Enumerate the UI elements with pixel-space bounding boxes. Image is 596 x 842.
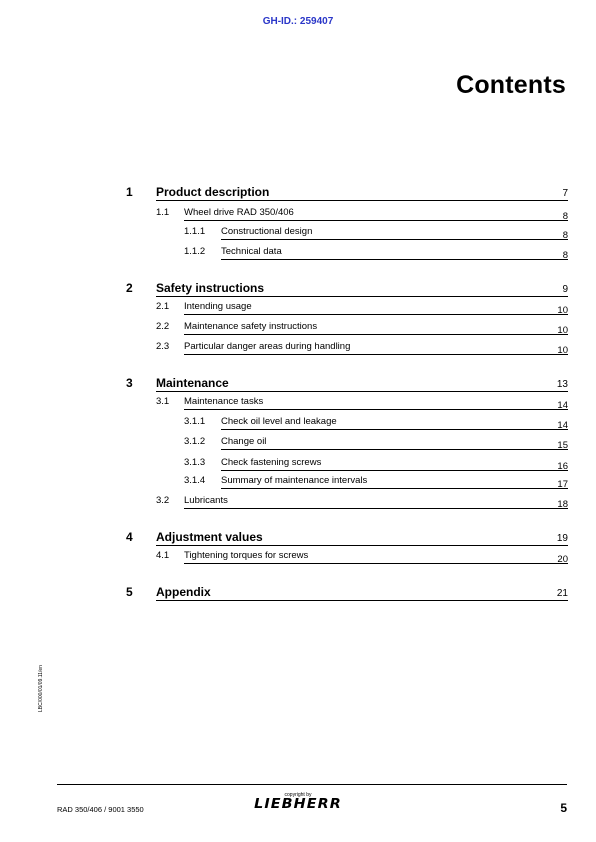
toc-entry-title: Appendix — [156, 585, 211, 599]
toc-entry-title: Particular danger areas during handling — [184, 341, 351, 352]
toc-entry[interactable] — [0, 457, 596, 475]
toc-entry-page: 20 — [557, 554, 568, 565]
toc-entry[interactable] — [0, 207, 596, 225]
toc-entry[interactable] — [0, 396, 596, 414]
toc-entry-number: 1.1.2 — [184, 246, 206, 257]
toc-entry-number: 1.1 — [156, 207, 170, 218]
toc-entry[interactable] — [0, 281, 596, 299]
toc-entry-page: 17 — [557, 479, 568, 490]
toc-entry-page: 10 — [557, 325, 568, 336]
toc-entry-page: 7 — [562, 188, 568, 199]
toc-entry[interactable] — [0, 185, 596, 203]
footer-document-reference: RAD 350/406 / 9001 3550 — [57, 805, 144, 814]
toc-entry[interactable] — [0, 246, 596, 264]
toc-entry[interactable] — [0, 341, 596, 359]
liebherr-logo: LIEBHERR — [254, 797, 342, 812]
toc-entry-number: 3.1.3 — [184, 457, 206, 468]
toc-entry-title: Maintenance — [156, 376, 229, 390]
toc-entry-underline — [184, 563, 568, 564]
toc-entry-underline — [184, 334, 568, 335]
toc-entry-number: 4.1 — [156, 550, 170, 561]
toc-entry-page: 10 — [557, 305, 568, 316]
toc-entry-page: 14 — [557, 420, 568, 431]
toc-entry-underline — [184, 409, 568, 410]
toc-entry-number: 3.1.4 — [184, 475, 206, 486]
toc-entry-underline — [184, 220, 568, 221]
toc-entry-page: 14 — [557, 400, 568, 411]
toc-entry-underline — [156, 296, 568, 297]
toc-entry[interactable] — [0, 550, 596, 568]
toc-entry-title: Tightening torques for screws — [184, 550, 309, 561]
toc-entry-underline — [221, 449, 568, 450]
gh-id: GH-ID.: 259407 — [262, 16, 334, 27]
toc-entry-title: Maintenance tasks — [184, 396, 264, 407]
toc-entry-title: Lubricants — [184, 495, 228, 506]
toc-entry-page: 19 — [556, 533, 568, 544]
toc-entry[interactable] — [0, 226, 596, 244]
page-number: 5 — [560, 801, 567, 815]
page-title: Contents — [456, 71, 566, 99]
toc-entry-title: Change oil — [221, 436, 267, 447]
toc-entry-number: 3.1 — [156, 396, 170, 407]
toc-entry-title: Constructional design — [221, 226, 313, 237]
toc-entry-title: Summary of maintenance intervals — [221, 475, 368, 486]
toc-entry[interactable] — [0, 416, 596, 434]
toc-entry[interactable] — [0, 530, 596, 548]
toc-entry-page: 21 — [556, 588, 568, 599]
toc-entry-number: 3.2 — [156, 495, 170, 506]
toc-entry[interactable] — [0, 436, 596, 454]
toc-entry-number: 3.1.1 — [184, 416, 206, 427]
toc-entry-title: Technical data — [221, 246, 282, 257]
toc-entry-underline — [221, 239, 568, 240]
toc-entry-title: Wheel drive RAD 350/406 — [184, 207, 294, 218]
toc-entry-page: 8 — [562, 250, 568, 261]
toc-entry-underline — [221, 488, 568, 489]
toc-entry[interactable] — [0, 495, 596, 513]
copyright-note: copyright by — [284, 792, 312, 798]
toc-entry-title: Check oil level and leakage — [221, 416, 337, 427]
toc-entry-title: Maintenance safety instructions — [184, 321, 318, 332]
toc-entry-underline — [156, 600, 568, 601]
toc-entry-underline — [221, 470, 568, 471]
toc-entry-title: Safety instructions — [156, 281, 265, 295]
toc-entry-page: 9 — [562, 284, 568, 295]
footer-divider — [57, 784, 567, 785]
toc-entry-title: Product description — [156, 185, 270, 199]
toc-entry-underline — [221, 429, 568, 430]
toc-entry[interactable] — [0, 301, 596, 319]
toc-entry-page: 15 — [557, 440, 568, 451]
toc-entry-page: 16 — [557, 461, 568, 472]
toc-entry-number: 2 — [126, 281, 133, 295]
toc-entry-number: 1 — [126, 185, 133, 199]
toc-entry-page: 10 — [557, 345, 568, 356]
toc-entry-number: 4 — [126, 530, 133, 544]
toc-entry-number: 2.2 — [156, 321, 170, 332]
toc-entry-number: 2.1 — [156, 301, 170, 312]
toc-entry-page: 8 — [562, 230, 568, 241]
toc-entry-page: 8 — [562, 211, 568, 222]
toc-entry-underline — [156, 545, 568, 546]
toc-entry-page: 13 — [556, 379, 568, 390]
toc-entry-number: 3 — [126, 376, 133, 390]
toc-entry-page: 18 — [557, 499, 568, 510]
toc-entry[interactable] — [0, 376, 596, 394]
toc-entry-underline — [184, 354, 568, 355]
toc-entry-underline — [156, 391, 568, 392]
toc-entry-underline — [184, 314, 568, 315]
toc-entry-number: 3.1.2 — [184, 436, 206, 447]
toc-entry-title: Check fastening screws — [221, 457, 322, 468]
toc-entry-title: Adjustment values — [156, 530, 263, 544]
toc-entry-underline — [184, 508, 568, 509]
toc-entry-underline — [156, 200, 568, 201]
toc-entry[interactable] — [0, 585, 596, 603]
toc-entry-number: 2.3 — [156, 341, 170, 352]
toc-entry-title: Intending usage — [184, 301, 252, 312]
toc-entry[interactable] — [0, 321, 596, 339]
toc-entry[interactable] — [0, 475, 596, 493]
toc-entry-number: 5 — [126, 585, 133, 599]
toc-entry-number: 1.1.1 — [184, 226, 206, 237]
toc-entry-underline — [221, 259, 568, 260]
document-code: LBC/000/01/09.11/en — [38, 665, 44, 712]
